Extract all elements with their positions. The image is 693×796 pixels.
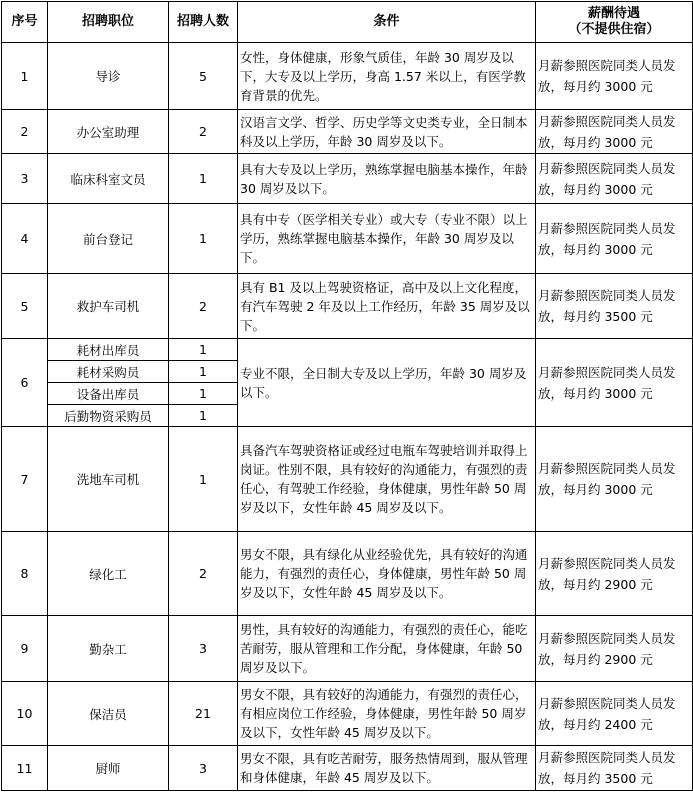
row-position: 后勤物资采购员 <box>48 405 169 427</box>
row-no: 9 <box>2 616 48 682</box>
row-position: 耗材出库员 <box>48 339 169 361</box>
row-no: 5 <box>2 274 48 339</box>
row-position: 厨师 <box>48 746 169 791</box>
row-count: 2 <box>169 532 238 616</box>
table-row <box>2 532 693 616</box>
row-no: 1 <box>2 43 48 110</box>
row-no: 3 <box>2 154 48 204</box>
row-position: 办公室助理 <box>48 110 169 154</box>
row-position: 勤杂工 <box>48 616 169 682</box>
row-count: 1 <box>169 339 238 361</box>
table-row <box>2 43 693 110</box>
row-position: 洗地车司机 <box>48 427 169 532</box>
row-no: 4 <box>2 204 48 274</box>
row-requirements: 专业不限，全日制大专及以上学历，年龄 30 周岁及以下。 <box>238 339 536 427</box>
table-row <box>2 746 693 791</box>
row-position: 绿化工 <box>48 532 169 616</box>
row-requirements: 具有中专（医学相关专业）或大专（专业不限）以上学历，熟练掌握电脑基本操作，年龄 30 周岁及以下。 <box>238 204 536 274</box>
row-no: 2 <box>2 110 48 154</box>
row-position: 保洁员 <box>48 682 169 746</box>
row-salary: 月薪参照医院同类人员发放，每月约 3000 元 <box>536 154 693 204</box>
header-salary-note: （不提供住宿） <box>568 22 660 37</box>
header-salary <box>536 2 693 43</box>
row-salary: 月薪参照医院同类人员发放，每月约 3000 元 <box>536 427 693 532</box>
table-row <box>2 154 693 204</box>
row-count: 1 <box>169 204 238 274</box>
table-row <box>2 427 693 532</box>
row-requirements: 具有大专及以上学历，熟练掌握电脑基本操作，年龄 30 周岁及以下。 <box>238 154 536 204</box>
row-count: 21 <box>169 682 238 746</box>
row-salary: 月薪参照医院同类人员发放，每月约 2400 元 <box>536 682 693 746</box>
row-salary: 月薪参照医院同类人员发放，每月约 3000 元 <box>536 339 693 427</box>
row-requirements: 女性，身体健康，形象气质佳，年龄 30 周岁及以下，大专及以上学历，身高 1.57 米以上，有医学教育背景的优先。 <box>238 43 536 110</box>
row-position: 救护车司机 <box>48 274 169 339</box>
header-count: 招聘人数 <box>169 2 238 43</box>
row-count: 3 <box>169 746 238 791</box>
row-count: 2 <box>169 110 238 154</box>
row-salary: 月薪参照医院同类人员发放，每月约 2900 元 <box>536 532 693 616</box>
row-no: 8 <box>2 532 48 616</box>
row-count: 5 <box>169 43 238 110</box>
row-requirements: 男性，具有较好的沟通能力，有强烈的责任心，能吃苦耐劳，服从管理和工作分配，身体健康，年龄 50 周岁及以下。 <box>238 616 536 682</box>
row-requirements: 男女不限，具有吃苦耐劳，服务热情周到，服从管理和身体健康，年龄 45 周岁及以下。 <box>238 746 536 791</box>
row-salary: 月薪参照医院同类人员发放，每月约 3000 元 <box>536 43 693 110</box>
row-requirements: 男女不限，具有绿化从业经验优先，具有较好的沟通能力，有强烈的责任心，身体健康，男性年龄 50 周岁及以下，女性年龄 45 周岁及以下。 <box>238 532 536 616</box>
row-requirements: 具备汽车驾驶资格证或经过电瓶车驾驶培训并取得上岗证。性别不限，具有较好的沟通能力，有强烈的责任心，有驾驶工作经验，身体健康，男性年龄 50 周岁及以下，女性年龄 45 周岁及以下。 <box>238 427 536 532</box>
row-salary: 月薪参照医院同类人员发放，每月约 2900 元 <box>536 616 693 682</box>
row-count: 2 <box>169 274 238 339</box>
header-salary-title: 薪酬待遇 <box>587 6 640 21</box>
row-count: 1 <box>169 154 238 204</box>
row-position: 耗材采购员 <box>48 361 169 383</box>
row-no: 7 <box>2 427 48 532</box>
table-row <box>2 110 693 154</box>
header-position: 招聘职位 <box>48 2 169 43</box>
row-count: 1 <box>169 427 238 532</box>
row-requirements: 具有 B1 及以上驾驶资格证，高中及以上文化程度，有汽车驾驶 2 年及以上工作经历，年龄 35 周岁及以下。 <box>238 274 536 339</box>
row-count: 1 <box>169 405 238 427</box>
row-count: 1 <box>169 383 238 405</box>
row-requirements: 汉语言文学、哲学、历史学等文史类专业，全日制本科及以上学历，年龄 30 周岁及以下。 <box>238 110 536 154</box>
table-row <box>2 274 693 339</box>
row-position: 临床科室文员 <box>48 154 169 204</box>
row-position: 前台登记 <box>48 204 169 274</box>
table-row <box>2 339 693 361</box>
header-no: 序号 <box>2 2 48 43</box>
row-position: 导诊 <box>48 43 169 110</box>
row-no: 6 <box>2 339 48 427</box>
table-header-row <box>2 2 693 43</box>
recruitment-table <box>1 1 693 791</box>
row-position: 设备出库员 <box>48 383 169 405</box>
table-row <box>2 616 693 682</box>
table-row <box>2 682 693 746</box>
row-salary: 月薪参照医院同类人员发放，每月约 3500 元 <box>536 746 693 791</box>
table-row <box>2 204 693 274</box>
row-salary: 月薪参照医院同类人员发放，每月约 3000 元 <box>536 204 693 274</box>
row-count: 3 <box>169 616 238 682</box>
row-count: 1 <box>169 361 238 383</box>
row-no: 10 <box>2 682 48 746</box>
row-no: 11 <box>2 746 48 791</box>
row-salary: 月薪参照医院同类人员发放，每月约 3500 元 <box>536 274 693 339</box>
header-requirements: 条件 <box>238 2 536 43</box>
row-requirements: 男女不限，具有较好的沟通能力，有强烈的责任心，有相应岗位工作经验，身体健康，男性年龄 50 周岁及以下，女性年龄 45 周岁及以下。 <box>238 682 536 746</box>
row-salary: 月薪参照医院同类人员发放，每月约 3000 元 <box>536 110 693 154</box>
